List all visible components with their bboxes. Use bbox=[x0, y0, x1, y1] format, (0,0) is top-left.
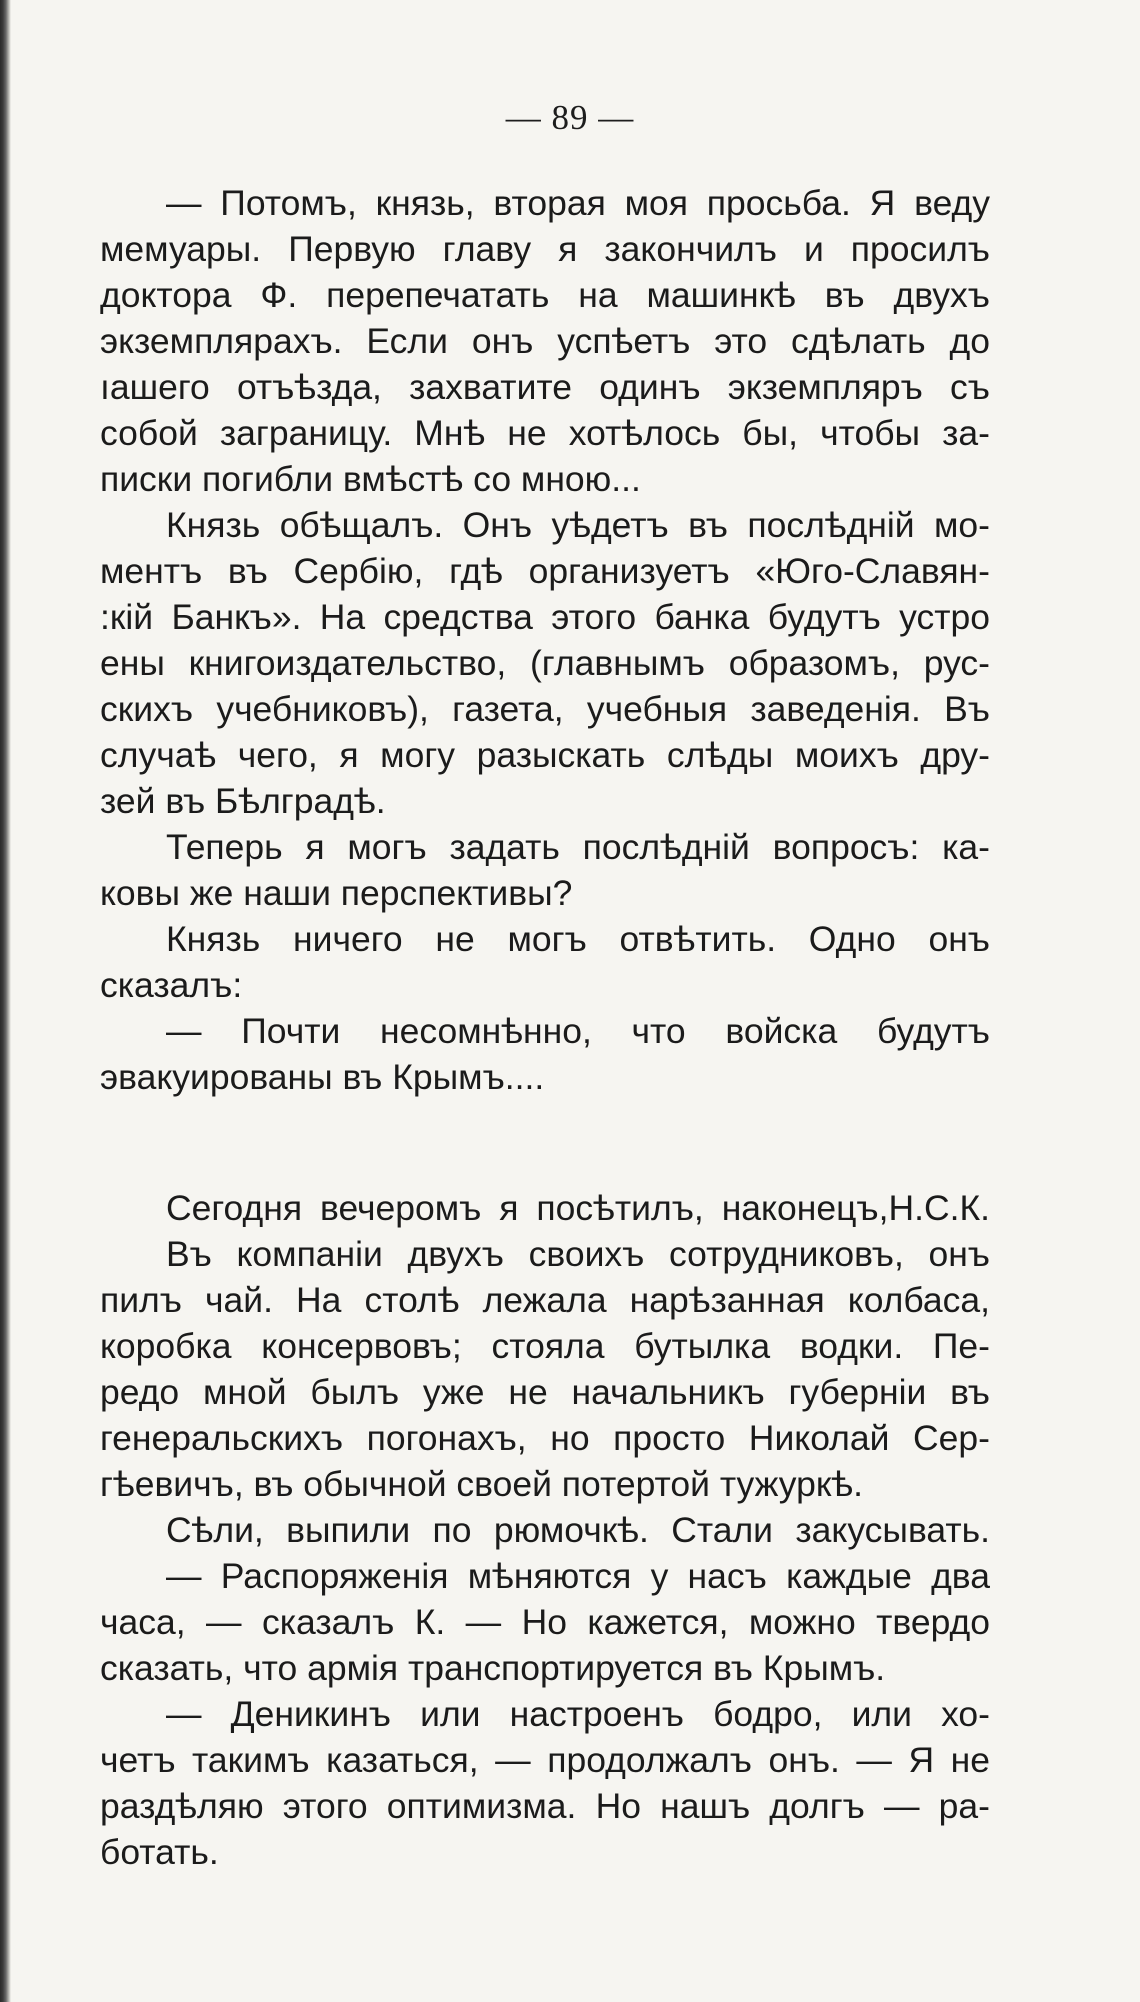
text-line: писки погибли вмѣстѣ со мною... bbox=[100, 459, 641, 499]
text-line: ботать. bbox=[100, 1832, 219, 1872]
text-line: Въ компанiи двухъ своихъ сотрудниковъ, онъ bbox=[166, 1234, 990, 1274]
text-line: — Потомъ, князь, вторая моя просьба. Я веду bbox=[166, 183, 990, 223]
page-number: — 89 — bbox=[505, 98, 635, 137]
text-line: мемуары. Первую главу я закончилъ и просилъ bbox=[100, 229, 990, 269]
text-line: — Распоряженiя мѣняются у насъ каждые два bbox=[166, 1556, 990, 1596]
page-spine-edge bbox=[0, 0, 11, 2002]
section-break bbox=[100, 1100, 990, 1185]
text-line: — Деникинъ или настроенъ бодро, или хо- bbox=[166, 1694, 990, 1734]
text-line: собой заграницу. Мнѣ не хотѣлось бы, чтобы за- bbox=[100, 413, 990, 453]
text-line: — Почти несомнѣнно, что войска будутъ bbox=[166, 1011, 990, 1051]
text-line: зей въ Бѣлградѣ. bbox=[100, 781, 386, 821]
text-line: генеральскихъ погонахъ, но просто Николай Сер- bbox=[100, 1418, 990, 1458]
text-line: скихъ учебниковъ), газета, учебныя заведенiя. Въ bbox=[100, 689, 990, 729]
text-line: ментъ въ Сербiю, гдѣ организуетъ «Юго-Славян- bbox=[100, 551, 990, 591]
text-line: :кiй Банкъ». На средства этого банка будутъ устро bbox=[100, 597, 990, 637]
text-line: Князь ничего не могъ отвѣтить. Одно онъ bbox=[166, 919, 990, 959]
text-line: коробка консервовъ; стояла бутылка водки. Пе- bbox=[100, 1326, 990, 1366]
text-line: Князь обѣщалъ. Онъ уѣдетъ въ послѣднiй мо- bbox=[166, 505, 990, 545]
text-line: эвакуированы въ Крымъ.... bbox=[100, 1057, 545, 1097]
text-line: случаѣ чего, я могу разыскать слѣды моихъ дру- bbox=[100, 735, 990, 775]
text-line: раздѣляю этого оптимизма. Но нашъ долгъ — ра- bbox=[100, 1786, 990, 1826]
text-line: экземплярахъ. Если онъ успѣетъ это сдѣлать до bbox=[100, 321, 990, 361]
text-line: Теперь я могъ задать послѣднiй вопросъ: ка- bbox=[166, 827, 990, 867]
text-line: гѣевичъ, въ обычной своей потертой тужуркѣ. bbox=[100, 1464, 864, 1504]
text-line: четъ такимъ казаться, — продолжалъ онъ. — Я не bbox=[100, 1740, 990, 1780]
text-line: Сегодня вечеромъ я посѣтилъ, наконецъ,Н.С.К. bbox=[166, 1188, 990, 1228]
text-line: редо мной былъ уже не начальникъ губернiи въ bbox=[100, 1372, 990, 1412]
text-line: ковы же наши перспективы? bbox=[100, 873, 573, 913]
text-line: сказалъ: bbox=[100, 965, 243, 1005]
text-line: пилъ чай. На столѣ лежала нарѣзанная колбаса, bbox=[100, 1280, 990, 1320]
text-line: часа, — сказалъ К. — Но кажется, можно твердо bbox=[100, 1602, 990, 1642]
text-line: Сѣли, выпили по рюмочкѣ. Стали закусывать. bbox=[166, 1510, 990, 1550]
text-line: ıашего отъѣзда, захватите одинъ экземпляръ съ bbox=[100, 367, 990, 407]
text-line: доктора Ф. перепечатать на машинкѣ въ двухъ bbox=[100, 275, 990, 315]
page-body bbox=[100, 180, 990, 1875]
text-line: ены книгоиздательство, (главнымъ образомъ, рус- bbox=[100, 643, 990, 683]
text-line: сказать, что армiя транспортируется въ Крымъ. bbox=[100, 1648, 886, 1688]
